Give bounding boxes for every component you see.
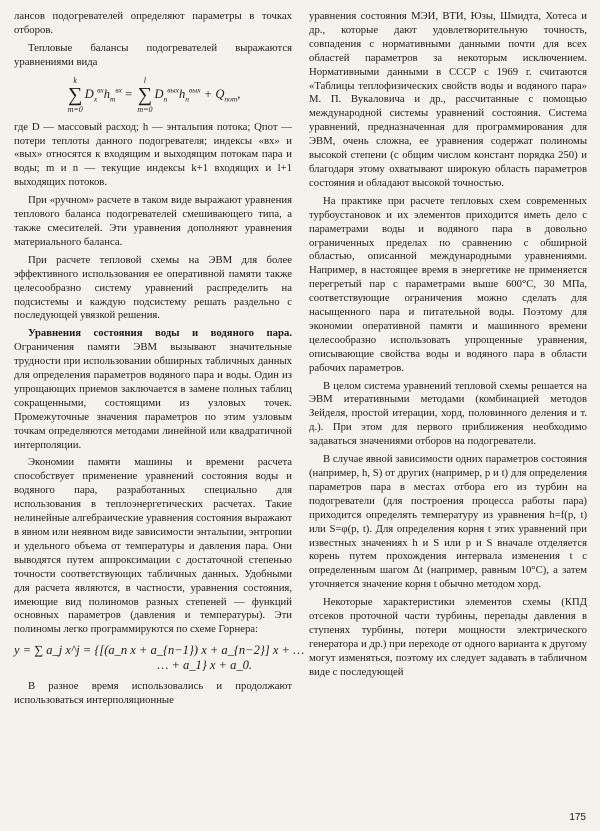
- right-paragraph-3: В целом система уравнений тепловой схемы решается на ЭВМ итеративными методами (комбинацией методов Зейделя, простой итерации, хорд, половинного деления и т. д.). При этом для первого приближения необходимо задаваться значениями отборов на подогреватели.: [309, 379, 587, 448]
- left-paragraph-8: В разное время использовались и продолжают использоваться интерполяционные: [14, 680, 292, 707]
- sum-symbol: l ∑ m=0: [137, 75, 153, 114]
- right-paragraph-2: На практике при расчете тепловых схем современных турбоустановок и их элементов приходится иметь дело с параметрами воды и водяного пара в довольно ограниченных пределах по сравнению с обширной областью, описанной международными уравнениями. Например, в настоящее время в энергетике не применяется перегретый пар с параметрами выше 600°С, 30 МПа, соответствующие ограничения можно сделать для насыщенного пара и питательной воды. Поэтому для экономии оперативной памяти и машинного времени целесообразно использовать упрощенные уравнения, описывающие свойства воды и водяного пара в области рабочих параметров.: [309, 194, 587, 374]
- right-paragraph-1: уравнения состояния МЭИ, ВТИ, Юзы, Шмидта, Хотеса и др., которые дают удовлетворительную точность, совпадения с нормативными данными почти для всех областей параметров за некоторым исключением. Нормативными данными в СССР с 1969 г. считаются «Таблицы теплофизических свойств воды и водяного пара» М. П. Вукаловича и др., рассчитанные с помощью международной системы уравнений состояния. Система уравнений, предназначенная для программирования для ЭВМ, очень сложна, ее уравнения содержат полиномы высокой степени (с общим числом констант порядка 250) и благодаря этому охватывают широкую область параметров состояния и обладают высокой точностью.: [309, 10, 587, 189]
- sum-symbol: k ∑ m=0: [67, 75, 83, 114]
- right-paragraph-5: Некоторые характеристики элементов схемы (КПД отсеков проточной части турбины, перепады давления в ступенях турбины, потери мощности электрического генератора и др.) при переходе от одного варианта к другому могут изменяться, поэтому их следует задавать в табличном виде с последующей: [309, 596, 587, 678]
- horner-line-1: y = ∑ a_j x^j = {[(a_n x + a_{n−1}) x + a_{n−2}] x + …: [14, 643, 305, 658]
- left-paragraph-6: Уравнения состояния воды и водяного пара. Ограничения памяти ЭВМ вызывают значительные трудности при использовании обширных табличных данных для определения параметров водяного пара и воды. Один из упрощающих приемов заключается в замене полных таблиц сокращенными, состоящими из узловых точек. Промежуточные значения параметров по этим узловым точкам определяются методами линейной или квадратичной интерполяции.: [14, 327, 292, 451]
- left-paragraph-2: Тепловые балансы подогревателей выражаются уравнениями вида: [14, 41, 292, 68]
- section-heading: Уравнения состояния воды и водяного пара.: [28, 327, 292, 340]
- heat-balance-equation: k ∑ m=0 $D_x^{вх}h_m^{вх}$ = l ∑ m=0 $D_n^{вых}h_n^{вых} + Q_{пот}$,: [67, 75, 241, 114]
- left-paragraph-7: Экономии памяти машины и времени расчета способствует применение уравнений состояния воды и водяного пара, разработанных специально для использования в теплоэнергетических расчетах. Такие нелинейные алгебраические уравнения состояния выражают в явном или неявном виде зависимости энтальпии, энтропии и удельного объема от температуры и давления пара. Они выводятся путем аппроксимации с достаточной степенью точности соответствующих табличных данных. Удобными для расчета являются, в частности, уравнения состояния, имеющие вид полиномов разных степеней — функций основных параметров (давления и температуры). Эти полиномы легко программируются по схеме Горнера:: [14, 456, 292, 636]
- right-paragraph-4: В случае явной зависимости одних параметров состояния (например, h, S) от других (например, p и t) для определения параметров пара в местах отбора его из турбин на подогреватели (для построения процесса работы пара) приходится определять температуру из уравнения h=f(p, t) или S=φ(p, t). Для определения корня t этих уравнений при известных значениях h и S или p и S вначале отделяется корень путем прохождения интервала изменения t с определенным шагом Δt (например, равным 10°С), а затем уточняется значение корня t обычно методом хорд.: [309, 453, 587, 591]
- horner-line-2: … + a_1} x + a_0.: [157, 658, 252, 673]
- left-paragraph-3: где D — массовый расход; h — энтальпия потока; Qпот — потери теплоты данного подогревателя; индексы «вх» и «вых» относятся к входящим и выходящим потокам пара и воды; m и n — текущие индексы k+1 входящих и l+1 выходящих потоков.: [14, 120, 292, 189]
- right-column: [309, 10, 587, 684]
- page-number: 175: [569, 812, 586, 823]
- left-column: [14, 10, 305, 712]
- left-paragraph-5: При расчете тепловой схемы на ЭВМ для более эффективного использования ее оперативной памяти также целесообразно систему уравнений распределить на подсистемы и каждую подсистему решать раздельно с последующей увязкой решения.: [14, 253, 292, 322]
- left-paragraph-1: лансов подогревателей определяют параметры в точках отборов.: [14, 10, 292, 36]
- horner-equation: [14, 643, 305, 673]
- left-paragraph-4: При «ручном» расчете в таком виде выражают уравнения теплового баланса подогревателей смешивающего типа, а также смесителей. Эти уравнения дополняют уравнения материального баланса.: [14, 194, 292, 248]
